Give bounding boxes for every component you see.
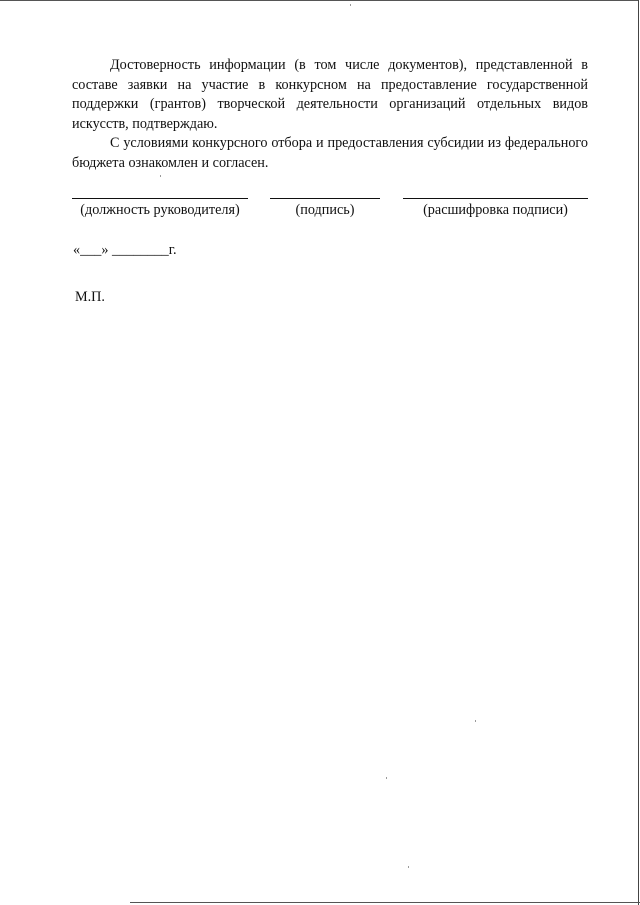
scan-speck (160, 175, 161, 177)
scan-speck (475, 720, 476, 722)
scan-speck (386, 777, 387, 779)
paragraph-reliability: Достоверность информации (в том числе документов), представленной в составе заявки на участие в конкурсном на предоставление государственной поддержки (грантов) творческой деятельности организаций отдельных видов искусств, подтверждаю. (72, 57, 588, 132)
signature-sign-block (270, 198, 380, 228)
signature-blank-line (270, 198, 380, 199)
scan-speck (408, 866, 409, 868)
position-blank-line (72, 198, 248, 199)
position-caption: (должность руководителя) (80, 202, 240, 218)
decode-blank-line (403, 198, 588, 199)
signature-position-block (72, 198, 248, 228)
date-line: «___» ________г. (73, 242, 177, 258)
scan-speck (350, 4, 351, 6)
decode-caption: (расшифровка подписи) (423, 202, 568, 218)
confirmation-text (72, 56, 588, 174)
stamp-place-label: М.П. (75, 289, 105, 305)
paragraph-agreement: С условиями конкурсного отбора и предоставления субсидии из федерального бюджета ознакомлен и согласен. (72, 135, 588, 171)
page-bottom-border (130, 902, 640, 903)
page-top-border (0, 0, 638, 1)
signature-decode-block (403, 198, 588, 228)
signature-caption: (подпись) (295, 202, 355, 218)
page-right-border (638, 0, 639, 905)
